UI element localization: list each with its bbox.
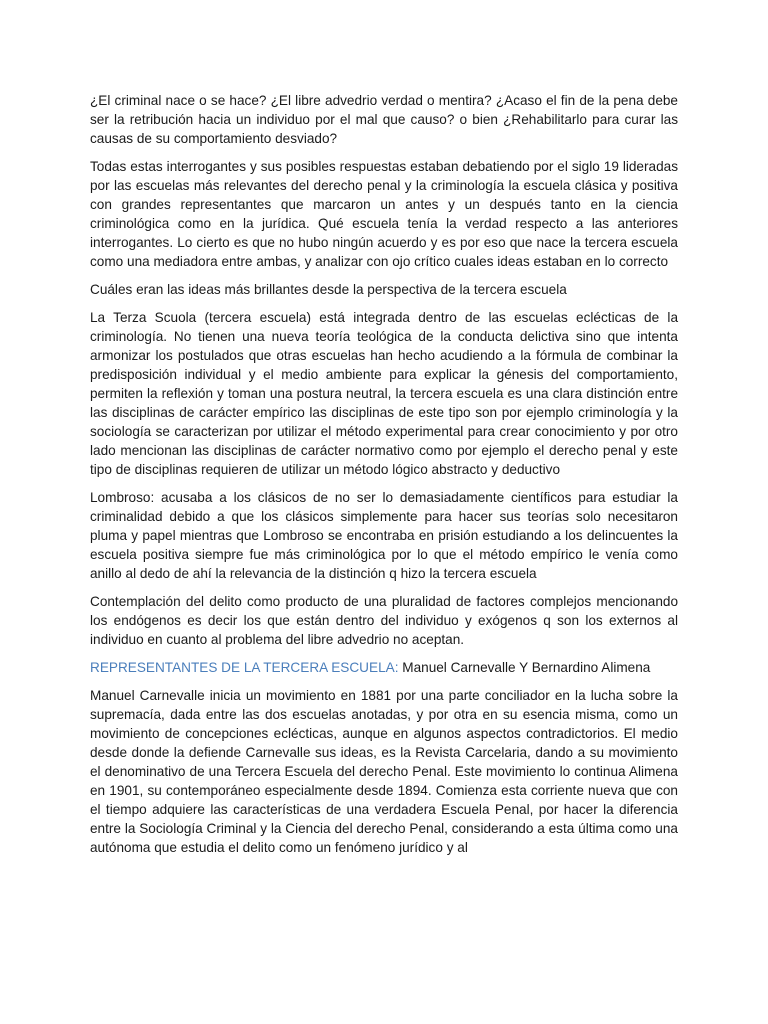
paragraph-brilliant-ideas: Cuáles eran las ideas más brillantes desde la perspectiva de la tercera escuela — [90, 282, 567, 297]
document-page — [90, 91, 678, 866]
representatives-heading: REPRESENTANTES DE LA TERCERA ESCUELA: — [90, 660, 399, 675]
paragraph-debate: Todas estas interrogantes y sus posibles respuestas estaban debatiendo por el siglo 19 lideradas por las escuelas más relevantes del derecho penal y la criminología la escuela clásica y positiva con grandes representantes que marcaron un antes y un después tanto en la ciencia criminológica como en la jurídica. Qué escuela tenía la verdad respecto a las anteriores interrogantes. Lo cierto es que no hubo ningún acuerdo y es por eso que nace la tercera escuela como una mediadora entre ambas, y analizar con ojo crítico cuales ideas estaban en lo correcto — [90, 159, 678, 269]
paragraph-carnevalle: Manuel Carnevalle inicia un movimiento en 1881 por una parte conciliador en la lucha sobre la supremacía, dada entre las dos escuelas anotadas, y por otra en su esencia misma, como un movimiento de concepciones eclécticas, aunque en algunos aspectos contradictorios. El medio desde donde la defiende Carnevalle sus ideas, es la Revista Carcelaria, dando a su movimiento el denominativo de una Tercera Escuela del derecho Penal. Este movimiento lo continua Alimena en 1901, su contemporáneo especialmente desde 1894. Comienza esta corriente nueva que con el tiempo adquiere las características de una verdadera Escuela Penal, por hacer la diferencia entre la Sociología Criminal y la Ciencia del derecho Penal, considerando a esta última como una autónoma que estudia el delito como un fenómeno jurídico y al — [90, 688, 678, 855]
representatives-names: Manuel Carnevalle Y Bernardino Alimena — [398, 660, 651, 675]
paragraph-terza-scuola: La Terza Scuola (tercera escuela) está integrada dentro de las escuelas eclécticas de la criminología. No tienen una nueva teoría teológica de la conducta delictiva sino que intenta armonizar los postulados que otras escuelas han hecho acudiendo a la fórmula de combinar la predisposición individual y el medio ambiente para explicar la génesis del comportamiento, permiten la reflexión y toman una postura neutral, la tercera escuela es una clara distinción entre las disciplinas de carácter empírico las disciplinas de este tipo son por ejemplo criminología y la sociología se caracterizan por utilizar el método experimental para crear conocimiento y por otro lado mencionan las disciplinas de carácter normativo como por ejemplo el derecho penal y este tipo de disciplinas requieren de utilizar un método lógico abstracto y deductivo — [90, 310, 678, 477]
paragraph-contemplation: Contemplación del delito como producto de una pluralidad de factores complejos mencionando los endógenos es decir los que están dentro del individuo y exógenos q son los externos al individuo en cuanto al problema del libre advedrio no aceptan. — [90, 594, 678, 647]
representatives-line — [90, 658, 678, 677]
paragraph-questions: ¿El criminal nace o se hace? ¿El libre advedrio verdad o mentira? ¿Acaso el fin de la pena debe ser la retribución hacia un individuo por el mal que causo? o bien ¿Rehabilitarlo para curar las causas de su comportamiento desviado? — [90, 93, 678, 146]
paragraph-lombroso: Lombroso: acusaba a los clásicos de no ser lo demasiadamente científicos para estudiar la criminalidad debido a que los clásicos simplemente para hacer sus teorías solo necesitaron pluma y papel mientras que Lombroso se encontraba en prisión estudiando a los delincuentes la escuela positiva siempre fue más criminológica por lo que el método empírico le venía como anillo al dedo de ahí la relevancia de la distinción q hizo la tercera escuela — [90, 490, 678, 581]
